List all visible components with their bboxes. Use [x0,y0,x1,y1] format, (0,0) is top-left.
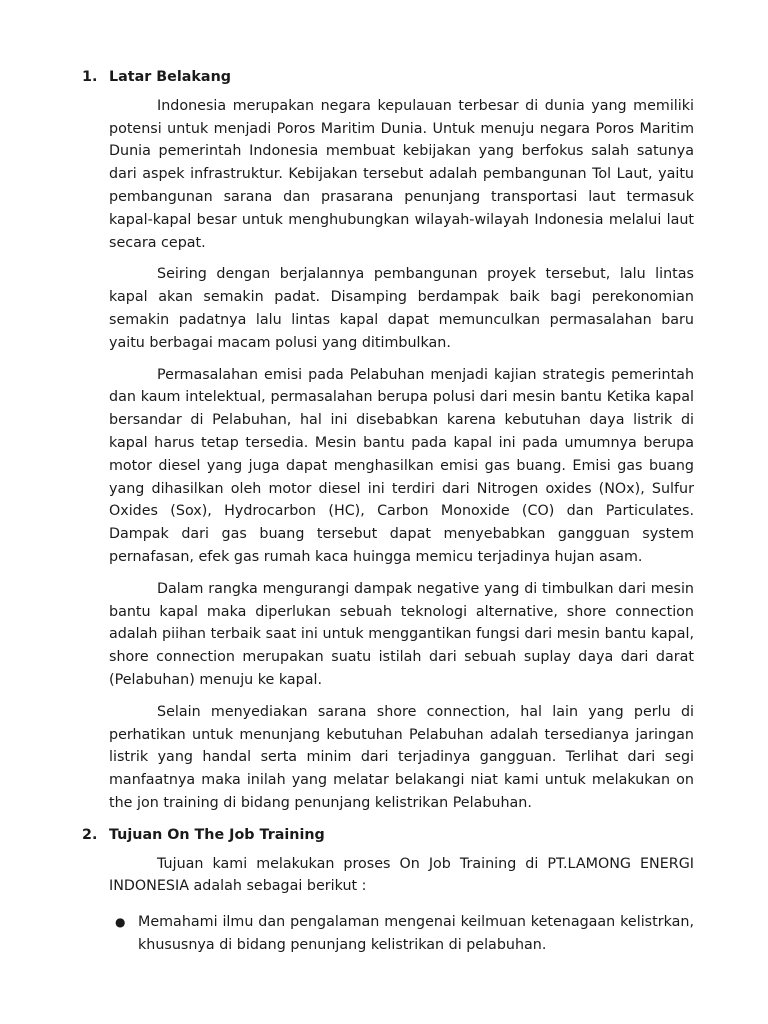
paragraph: Seiring dengan berjalannya pembangunan proyek tersebut, lalu lintas kapal akan semakin padat. Disamping berdampak baik bagi perekonomian semakin padatnya lalu lintas kapal dapat memunculkan permasalahan baru yaitu berbagai macam polusi yang ditimbulkan. [109,266,694,351]
document-body [82,66,694,957]
bullet-text: Memahami ilmu dan pengalaman mengenai keilmuan ketenagaan kelistrkan, khususnya di bidang penunjang kelistrikan di pelabuhan. [138,914,694,953]
section-heading [82,66,694,89]
section-number: 1. [82,69,98,85]
bullet-list [109,911,694,957]
paragraph: Permasalahan emisi pada Pelabuhan menjadi kajian strategis pemerintah dan kaum intelektual, permasalahan berupa polusi dari mesin bantu Ketika kapal bersandar di Pelabuhan, hal ini disebabkan karena kebutuhan daya listrik di kapal harus tetap tersedia. Mesin bantu pada kapal ini pada umumnya berupa motor diesel yang juga dapat menghasilkan emisi gas buang. Emisi gas buang yang dihasilkan oleh motor diesel ini terdiri dari Nitrogen oxides (NOx), Sulfur Oxides (Sox), Hydrocarbon (HC), Carbon Monoxide (CO) dan Particulates. Dampak dari gas buang tersebut dapat menyebabkan gangguan system pernafasan, efek gas rumah kaca huingga memicu terjadinya hujan asam. [109,366,694,565]
section-heading [82,824,694,847]
paragraph: Dalam rangka mengurangi dampak negative yang di timbulkan dari mesin bantu kapal maka diperlukan sebuah teknologi alternative, shore connection adalah piihan terbaik saat ini untuk menggantikan fungsi dari mesin bantu kapal, shore connection merupakan suatu istilah dari sebuah suplay daya dari darat (Pelabuhan) menuju ke kapal. [109,580,694,688]
section-tujuan [82,824,694,957]
section-latar-belakang [82,66,694,815]
section-title: Tujuan On The Job Training [109,826,325,843]
paragraph: Tujuan kami melakukan proses On Job Training di PT.LAMONG ENERGI INDONESIA adalah sebagai berikut : [109,855,694,895]
paragraph: Selain menyediakan sarana shore connection, hal lain yang perlu di perhatikan untuk menunjang kebutuhan Pelabuhan adalah tersedianya jaringan listrik yang handal serta minim dari terjadinya gangguan. Terlihat dari segi manfaatnya maka inilah yang melatar belakangi niat kami untuk melakukan on the jon training di bidang penunjang kelistrikan Pelabuhan. [109,703,694,811]
section-title: Latar Belakang [109,69,231,85]
bullet-icon: ● [115,915,126,930]
section-number: 2. [82,826,98,843]
paragraph: Indonesia merupakan negara kepulauan terbesar di dunia yang memiliki potensi untuk menjadi Poros Maritim Dunia. Untuk menuju negara Poros Maritim Dunia pemerintah Indonesia membuat kebijakan yang berfokus salah satunya dari aspek infrastruktur. Kebijakan tersebut adalah pembangunan Tol Laut, yaitu pembangunan sarana dan prasarana penunjang transportasi laut termasuk kapal-kapal besar untuk menghubungkan wilayah-wilayah Indonesia melalui laut secara cepat. [109,97,694,251]
list-item [109,911,694,957]
